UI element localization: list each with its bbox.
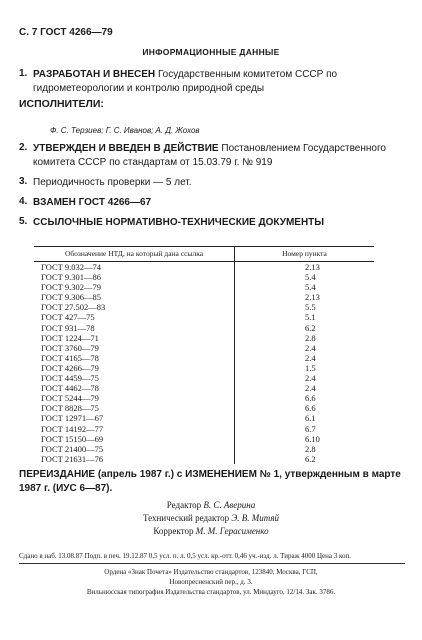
table-cell-document: ГОСТ 4165—78 [34,353,235,363]
table-header-clause: Номер пункта [235,247,375,262]
reprint-note: ПЕРЕИЗДАНИЕ (апрель 1987 г.) с ИЗМЕНЕНИЕМ № 1, утвержденным в марте 1987 г. (ИУС 6—87). [19,469,401,494]
table-cell-document: ГОСТ 27.502—83 [34,302,235,312]
table-header-document: Обозначение НТД, на который дана ссылка [34,247,235,262]
section-1-text: Государственным комитетом СССР по гидрометеорологии и контролю природной среды [33,69,338,94]
table-cell-clause: 2.13 [305,292,320,303]
table-cell-document: ГОСТ 931—78 [34,323,235,333]
section-3-number: 3. [19,176,28,187]
table-row [34,393,374,403]
credit-editor [0,499,422,512]
table-cell-document: ГОСТ 15150—69 [34,434,235,444]
table-cell-clause: 2.4 [305,373,316,384]
table-cell-document: ГОСТ 4462—78 [34,383,235,393]
table-row [34,353,374,363]
credit-tech-name: Э. В. Митяй [231,513,280,523]
table-row [34,434,374,444]
table-cell-clause: 5.5 [305,302,316,313]
table-cell-clause: 6.2 [305,453,316,464]
table-row [34,282,374,292]
table-cell-document: ГОСТ 9.032—74 [34,262,235,273]
credit-corrector-label: Корректор [153,526,194,536]
table-cell-clause: 2.8 [305,443,316,454]
table-cell-clause: 6.2 [305,322,316,333]
publisher-line-2: Новопресненский пер., д. 3. [169,578,253,586]
table-cell-clause: 1.5 [305,362,316,373]
section-4-text: ВЗАМЕН ГОСТ 4266—67 [33,197,152,208]
table-row [34,373,374,383]
credit-tech-label: Технический редактор [142,513,230,523]
table-cell-clause: 5.1 [305,312,316,323]
publisher-info [0,567,422,597]
credit-editor-name: В. С. Аверина [203,500,256,510]
references-table [34,246,374,464]
table-row [34,262,374,273]
section-2 [33,142,408,170]
table-cell-clause: 6.6 [305,393,316,404]
section-5-text: ССЫЛОЧНЫЕ НОРМАТИВНО-ТЕХНИЧЕСКИЕ ДОКУМЕНТЫ [33,217,325,228]
table-row [34,292,374,302]
section-2-number: 2. [19,142,28,153]
table-cell-clause: 2.8 [305,332,316,343]
section-1-number: 1. [19,68,28,79]
credit-tech-editor [0,512,422,525]
table-cell-clause: 5.4 [305,282,316,293]
table-cell-document: ГОСТ 427—75 [34,312,235,322]
table-cell-document: ГОСТ 12971—67 [34,413,235,423]
section-2-lead: УТВЕРЖДЕН И ВВЕДЕН В ДЕЙСТВИЕ [33,143,219,154]
table-row [34,302,374,312]
executors-title: ИСПОЛНИТЕЛИ: [19,98,104,110]
table-cell-clause: 6.1 [305,413,316,424]
section-2-text: Постановлением Государственного комитета СССР по стандартам от 15.03.79 г. № 919 [33,143,386,168]
table-row [34,323,374,333]
table-cell-document: ГОСТ 14192—77 [34,424,235,434]
table-cell-document: ГОСТ 21400—75 [34,444,235,454]
publisher-line-3: Вильнюсская типография Издательства стандартов, ул. Миндауго, 12/14. Зак. 3786. [86,588,336,596]
table-cell-clause: 5.4 [305,272,316,283]
table-cell-document: ГОСТ 5244—79 [34,393,235,403]
table-cell-clause: 6.10 [305,433,320,444]
table-row [34,333,374,343]
table-row [34,312,374,322]
table-row [34,444,374,454]
table-row [34,413,374,423]
section-5-number: 5. [19,216,28,227]
section-1 [33,68,408,96]
table-row [34,454,374,464]
table-row [34,343,374,353]
table-row [34,403,374,413]
table-header-row [34,247,374,262]
section-4-number: 4. [19,196,28,207]
credit-corrector-name: М. М. Герасименко [195,526,269,536]
table-body [34,262,374,464]
page-header: С. 7 ГОСТ 4266—79 [19,27,113,38]
divider [19,563,405,564]
table-row [34,272,374,282]
table-cell-document: ГОСТ 4266—79 [34,363,235,373]
table-row [34,424,374,434]
table-cell-clause: 2.4 [305,383,316,394]
executors-names: Ф. С. Терзиев; Г. С. Иванов; А. Д. Жохов [50,126,200,135]
publisher-line-1: Ордена «Знак Почета» Издательство стандартов, 123840, Москва, ГСП, [104,568,318,576]
page-title: ИНФОРМАЦИОННЫЕ ДАННЫЕ [142,47,280,57]
table-cell-document: ГОСТ 9.306—85 [34,292,235,302]
table-cell-document: ГОСТ 4459—75 [34,373,235,383]
table-row [34,383,374,393]
table-cell-clause: 6.7 [305,423,316,434]
table-cell-clause: 2.13 [305,262,320,272]
table-cell-document: ГОСТ 3760—79 [34,343,235,353]
section-1-lead: РАЗРАБОТАН И ВНЕСЕН [33,69,156,80]
section-3-text: Периодичность проверки — 5 лет. [33,177,192,188]
table-cell-document: ГОСТ 9.302—79 [34,282,235,292]
table-cell-document: ГОСТ 8828—75 [34,403,235,413]
credit-corrector [0,525,422,538]
table-row [34,363,374,373]
table-cell-document: ГОСТ 9.301—86 [34,272,235,282]
table-cell-clause: 2.4 [305,342,316,353]
credit-editor-label: Редактор [166,500,202,510]
table-cell-document: ГОСТ 21631—76 [34,454,235,464]
print-info: Сдано в наб. 13.08.87 Подп. в печ. 19.12.87 0,5 усл. п. л. 0,5 усл. кр.-отт. 0,46 уч.-изд. л. Тираж 4000 Цена 3 коп. [19,552,352,560]
table-cell-clause: 2.4 [305,352,316,363]
table-cell-clause: 6.6 [305,403,316,414]
table-cell-document: ГОСТ 1224—71 [34,333,235,343]
